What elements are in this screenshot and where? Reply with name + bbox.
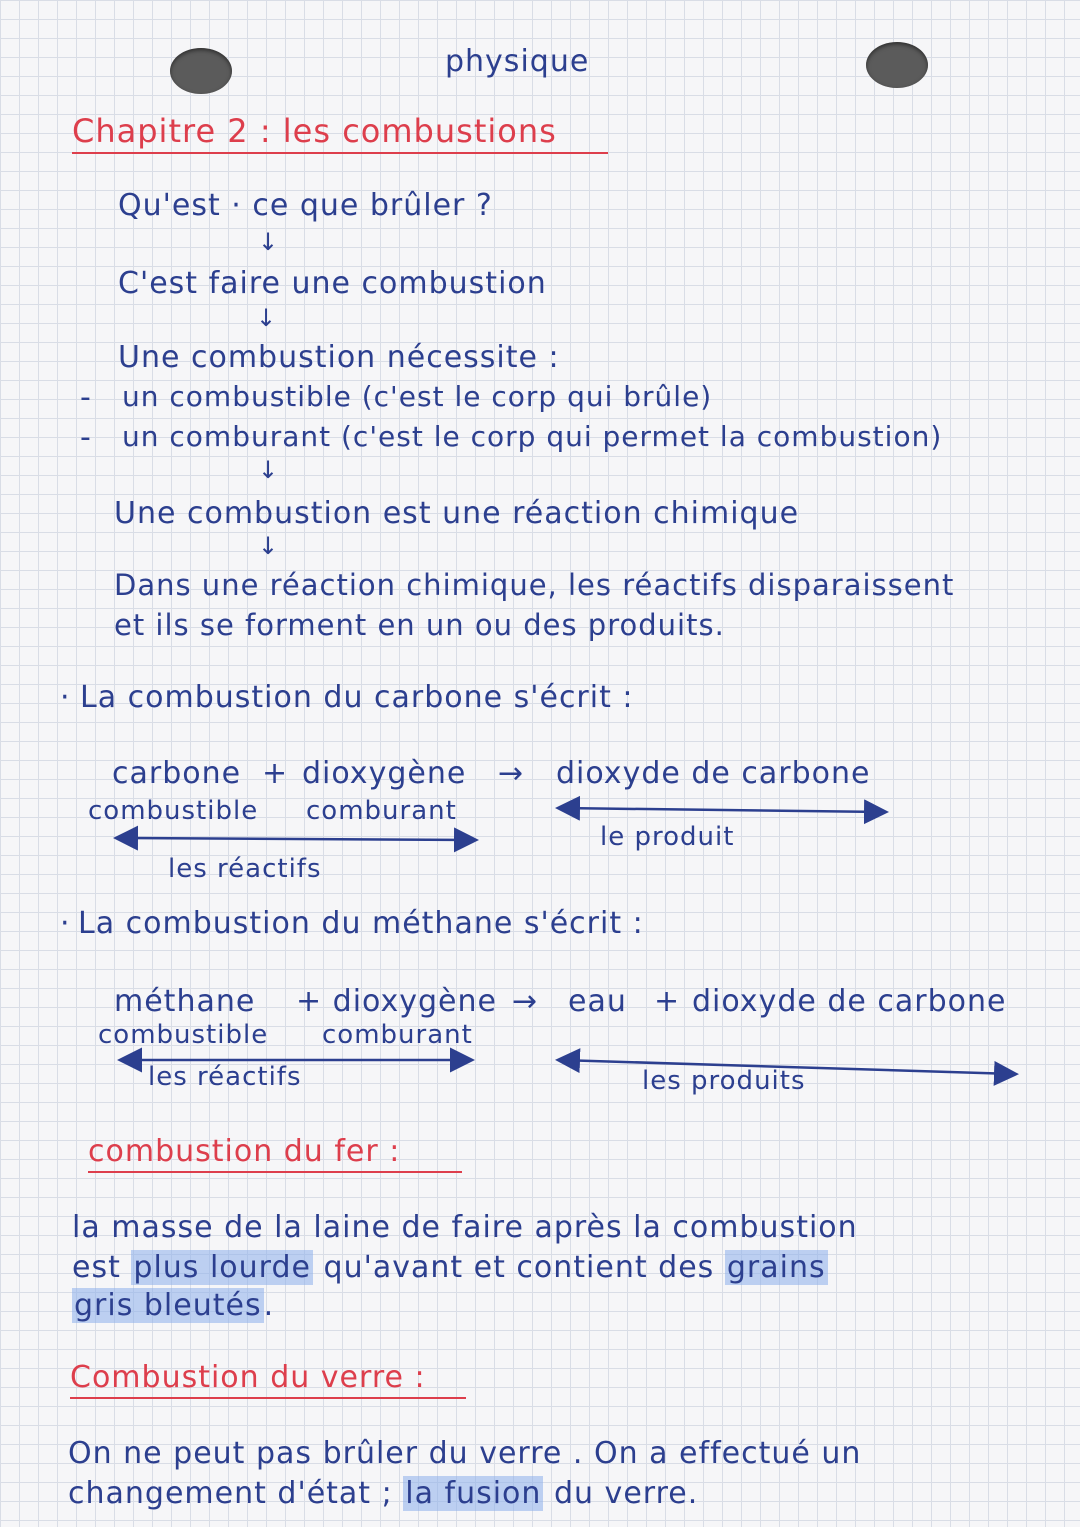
definition-line-2: et ils se forment en un ou des produits. — [114, 608, 725, 642]
bullet-dash: - — [80, 380, 92, 415]
question-text: Qu'est · ce que brûler ? — [118, 188, 493, 223]
chapter-title: Chapitre 2 : les combustions — [72, 112, 608, 154]
methane-product-1: eau — [568, 984, 627, 1019]
label-comburant: comburant — [306, 796, 457, 826]
highlight-grey-blue: gris bleutés — [74, 1288, 262, 1323]
iron-text: . — [263, 1288, 275, 1323]
iron-line-3 — [72, 1288, 274, 1323]
methane-intro: La combustion du méthane s'écrit : — [78, 906, 644, 941]
plus-sign: + — [654, 984, 681, 1019]
carbon-intro: La combustion du carbone s'écrit : — [80, 680, 634, 715]
requires-text: Une combustion nécessite : — [118, 340, 560, 375]
carbon-product: dioxyde de carbone — [556, 756, 871, 791]
definition-line-1: Dans une réaction chimique, les réactifs disparaissent — [114, 568, 955, 602]
iron-title: combustion du fer : — [88, 1134, 462, 1173]
highlight-grains: grains — [726, 1250, 826, 1285]
arrow-down-icon: ↓ — [256, 304, 277, 332]
label-reactifs: les réactifs — [168, 854, 322, 884]
bullet-dot: · — [60, 906, 71, 941]
highlight-heavier: plus lourde — [133, 1250, 311, 1285]
methane-product-2: dioxyde de carbone — [692, 984, 1007, 1019]
iron-line-2 — [72, 1250, 828, 1285]
carbon-reactant-2: dioxygène — [302, 756, 467, 791]
label-produit: le produit — [600, 822, 735, 852]
label-comburant: comburant — [322, 1020, 473, 1050]
methane-reactant-1: méthane — [114, 984, 256, 1019]
arrow-down-icon: ↓ — [258, 228, 279, 256]
glass-line-1: On ne peut pas brûler du verre . On a effectué un — [68, 1436, 862, 1471]
plus-sign: + — [262, 756, 289, 791]
produits-arrow — [560, 1060, 1014, 1074]
produit-arrow — [560, 808, 884, 812]
highlight-fusion: la fusion — [405, 1476, 542, 1511]
glass-line-2 — [68, 1476, 698, 1511]
iron-text: qu'avant et contient des — [323, 1250, 715, 1285]
label-produits: les produits — [642, 1066, 806, 1096]
arrow-down-icon: ↓ — [258, 456, 279, 484]
label-reactifs: les réactifs — [148, 1062, 302, 1092]
bullet-dash: - — [80, 420, 92, 455]
reaction-statement: Une combustion est une réaction chimique — [114, 496, 800, 531]
methane-reactant-2: + dioxygène — [296, 984, 497, 1019]
arrow-down-icon: ↓ — [258, 532, 279, 560]
glass-text: du verre. — [553, 1476, 699, 1511]
label-combustible: combustible — [98, 1020, 269, 1050]
iron-text: est — [72, 1250, 121, 1285]
subject-title: physique — [445, 44, 590, 79]
bullet-comburant: un comburant (c'est le corp qui permet la combustion) — [122, 420, 943, 453]
answer-text: C'est faire une combustion — [118, 266, 547, 301]
reaction-arrow: → — [498, 756, 525, 791]
carbon-reactant-1: carbone — [112, 756, 242, 791]
bullet-dot: · — [60, 680, 71, 715]
reaction-arrow: → — [512, 984, 539, 1019]
label-combustible: combustible — [88, 796, 259, 826]
iron-line-1: la masse de la laine de faire après la combustion — [72, 1210, 858, 1245]
reactifs-arrow — [118, 838, 474, 840]
glass-title: Combustion du verre : — [70, 1360, 466, 1399]
glass-text: changement d'état ; — [68, 1476, 393, 1511]
bullet-combustible: un combustible (c'est le corp qui brûle) — [122, 380, 713, 413]
